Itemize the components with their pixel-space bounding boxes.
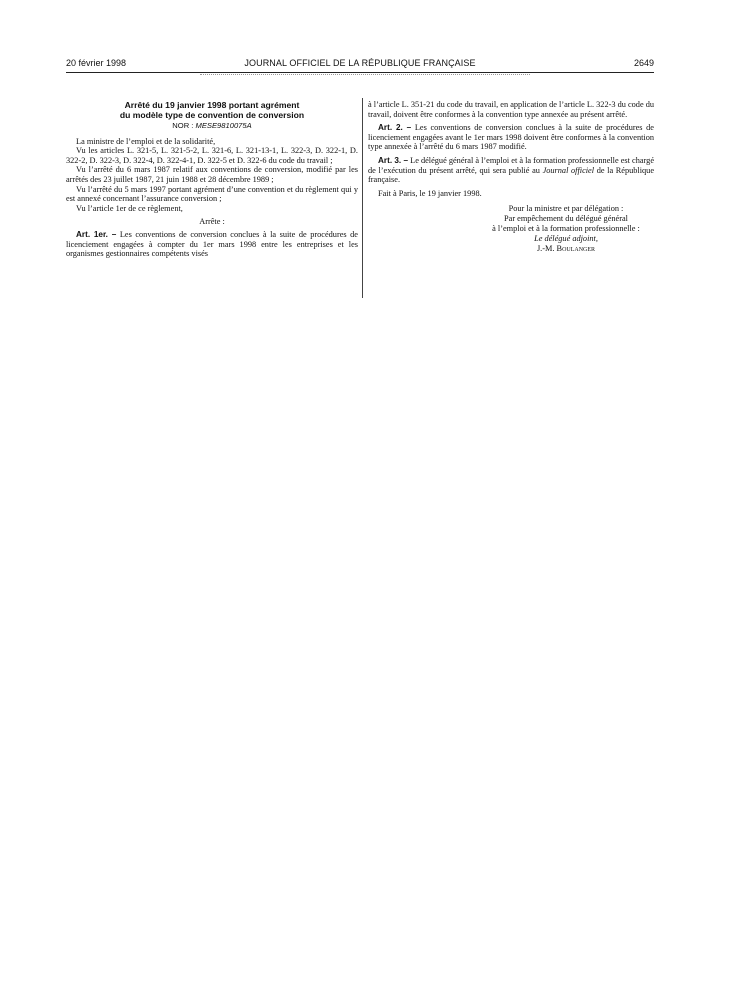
- header-ornament: [200, 74, 530, 75]
- signature-block: [368, 204, 654, 254]
- arrete-label: Arrête :: [199, 217, 225, 227]
- nor-label: NOR :: [172, 121, 194, 130]
- nor-reference: [66, 121, 358, 131]
- preamble-minister: La ministre de l’emploi et de la solidarité,: [76, 136, 216, 146]
- header-date: 20 février 1998: [66, 58, 127, 68]
- preamble-vu-arrete-1997: Vu l’arrêté du 5 mars 1997 portant agrément d’une convention et du règlement qui y est annexé concernant l’assurance conversion ;: [66, 184, 358, 204]
- article-2-label: Art. 2. –: [378, 123, 412, 133]
- article-1: [66, 230, 358, 259]
- preamble-vu-articles: Vu les articles L. 321-5, L. 321-5-2, L. 321-6, L. 321-13-1, L. 322-3, D. 322-1, D. 322-2, D. 322-3, D. 322-4, D. 322-4-1, D. 322-5 et D. 322-6 du code du travail ;: [66, 146, 358, 165]
- arrete-title-line1: Arrêté du 19 janvier 1998 portant agrément: [124, 100, 300, 110]
- signature-line-4: Le délégué adjoint,: [534, 234, 598, 244]
- article-2: [368, 123, 654, 152]
- signature-line-3: à l’emploi et à la formation professionnelle :: [492, 224, 640, 234]
- signature-line-2: Par empêchement du délégué général: [504, 214, 628, 224]
- article-1-label: Art. 1er. –: [76, 229, 117, 239]
- article-3-text-a: Le délégué général à l’emploi et à la formation professionnelle est chargé de l’exécution du présent arrêté, qui sera publié au: [368, 155, 654, 175]
- signature-line-1: Pour la ministre et par délégation :: [508, 204, 624, 214]
- article-3-text-b: de la République française.: [368, 165, 655, 185]
- fait-a-paris: Fait à Paris, le 19 janvier 1998.: [378, 188, 482, 198]
- article-2-text: Les conventions de conversion conclues à la suite de procédures de licenciement engagées avant le 1er mars 1998 doivent être conformes à la convention type annexée à l’arrêté du 6 mars 1987 modifié.: [368, 123, 654, 152]
- left-column: [66, 100, 358, 259]
- signatory-name: J.-M. Boulanger: [536, 244, 596, 254]
- article-3-label: Art. 3. –: [378, 155, 409, 165]
- header-rule: [66, 72, 654, 73]
- arrete-title-line2: du modèle type de convention de conversion: [119, 110, 305, 120]
- arrete-title: [66, 100, 358, 120]
- nor-code: MESE9810075A: [195, 121, 252, 130]
- preamble-vu-arrete-1987: Vu l’arrêté du 6 mars 1987 relatif aux conventions de conversion, modifié par les arrêtés des 23 juillet 1987, 21 juin 1988 et 28 décembre 1989 ;: [66, 165, 358, 184]
- article-1-text: Les conventions de conversion conclues à la suite de procédures de licenciement engagées à compter du 1er mars 1998 entre les entreprises et les organismes gestionnaires compétents visés: [66, 229, 358, 259]
- column-divider: [362, 98, 363, 298]
- right-column: [368, 100, 654, 254]
- preamble-vu-article-1: Vu l’article 1er de ce règlement,: [76, 203, 183, 213]
- page-number: 2649: [633, 58, 654, 68]
- article-1-continued: à l’article L. 351-21 du code du travail, en application de l’article L. 322-3 du code du travail, doivent être conformes à la convention type annexée au présent arrêté.: [368, 100, 654, 119]
- article-3: [368, 156, 654, 185]
- journal-title: JOURNAL OFFICIEL DE LA RÉPUBLIQUE FRANÇAISE: [244, 58, 476, 68]
- article-3-journal: Journal officiel: [542, 165, 595, 175]
- page-header: [66, 58, 654, 72]
